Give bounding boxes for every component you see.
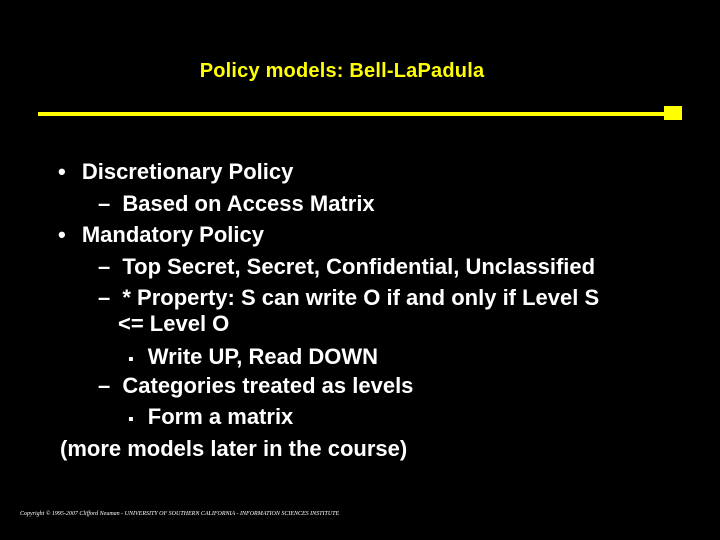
sub-bullet-item [98, 251, 595, 282]
bullet-marker: • [58, 222, 66, 247]
sub-bullet-item [98, 188, 375, 219]
sub-sub-bullet-text: Form a matrix [147, 404, 294, 429]
sub-sub-bullet-item [128, 401, 293, 435]
bullet-item [58, 156, 293, 187]
sub-bullet-text: Based on Access Matrix [122, 191, 375, 216]
dash-marker: – [98, 254, 111, 279]
sub-bullet-text: * Property: S can write O if and only if Level S [122, 285, 600, 310]
bullet-text: Discretionary Policy [81, 159, 294, 184]
dash-marker: – [98, 191, 111, 216]
bullet-item [58, 219, 264, 250]
closing-note-text: (more models later in the course) [60, 436, 408, 461]
copyright-footer: Copyright © 1995-2007 Clifford Neuman - UNIVERSITY OF SOUTHERN CALIFORNIA - INFORMATION SCIENCES INSTITUTE [20, 511, 340, 517]
slide-title: Policy models: Bell-LaPadula [199, 60, 485, 82]
dash-marker: – [98, 285, 111, 310]
sub-bullet-text: Top Secret, Secret, Confidential, Unclassified [122, 254, 596, 279]
closing-note [60, 433, 407, 464]
title-underline [38, 112, 668, 116]
dash-marker: – [98, 373, 111, 398]
title-underline-endcap [664, 106, 682, 120]
sub-bullet-text: Categories treated as levels [122, 373, 414, 398]
sub-sub-bullet-text: Write UP, Read DOWN [147, 344, 379, 369]
bullet-text: Mandatory Policy [81, 222, 264, 247]
square-bullet-marker: ▪ [128, 411, 134, 428]
bullet-marker: • [58, 159, 66, 184]
square-bullet-marker: ▪ [128, 351, 134, 368]
sub-bullet-continuation [118, 308, 229, 339]
sub-bullet-item [98, 370, 413, 401]
sub-bullet-text: <= Level O [118, 311, 230, 336]
